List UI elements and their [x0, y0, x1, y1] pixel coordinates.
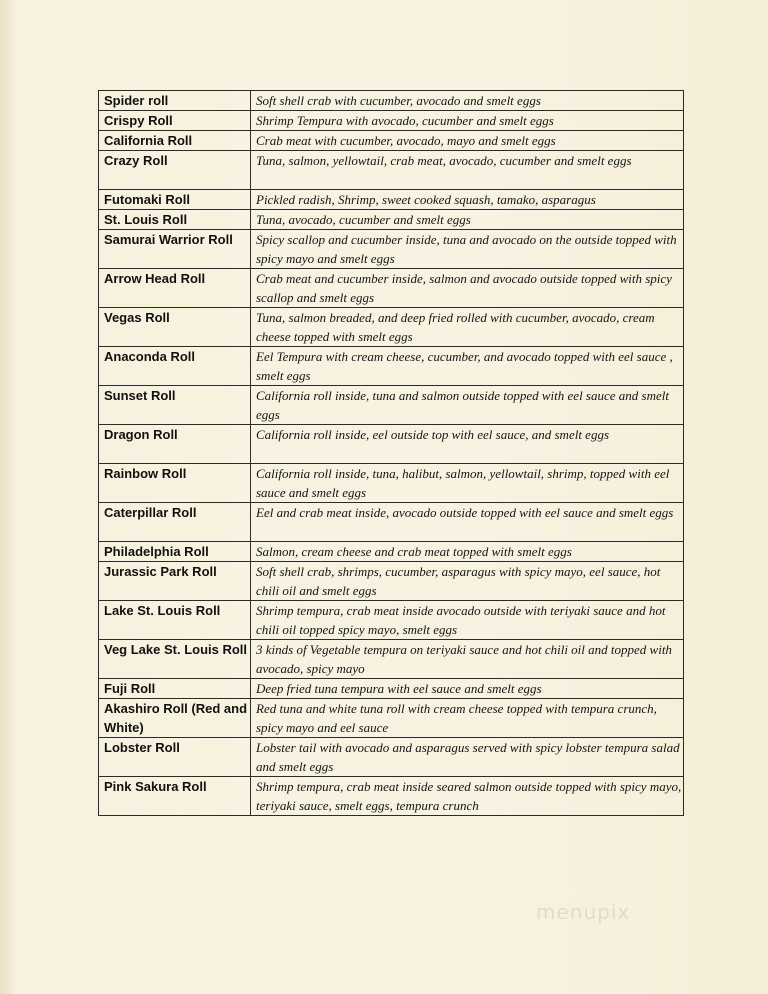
table-row — [99, 777, 684, 816]
table-row — [99, 210, 684, 230]
table-row — [99, 738, 684, 777]
roll-name: Spider roll — [99, 91, 251, 111]
roll-description: California roll inside, tuna, halibut, salmon, yellowtail, shrimp, topped with eel sauce and smelt eggs — [251, 464, 684, 503]
roll-description: Soft shell crab, shrimps, cucumber, asparagus with spicy mayo, eel sauce, hot chili oil and smelt eggs — [251, 562, 684, 601]
roll-description: Crab meat with cucumber, avocado, mayo and smelt eggs — [251, 131, 684, 151]
roll-description: Soft shell crab with cucumber, avocado and smelt eggs — [251, 91, 684, 111]
roll-description: Spicy scallop and cucumber inside, tuna and avocado on the outside topped with spicy mayo and smelt eggs — [251, 230, 684, 269]
table-row — [99, 542, 684, 562]
roll-description: Salmon, cream cheese and crab meat topped with smelt eggs — [251, 542, 684, 562]
roll-description: Pickled radish, Shrimp, sweet cooked squash, tamako, asparagus — [251, 190, 684, 210]
roll-name: Vegas Roll — [99, 308, 251, 347]
table-row — [99, 190, 684, 210]
roll-description: Tuna, salmon breaded, and deep fried rolled with cucumber, avocado, cream cheese topped with smelt eggs — [251, 308, 684, 347]
table-row — [99, 601, 684, 640]
roll-description: Shrimp tempura, crab meat inside seared salmon outside topped with spicy mayo, teriyaki sauce, smelt eggs, tempura crunch — [251, 777, 684, 816]
roll-name: California Roll — [99, 131, 251, 151]
roll-description: Eel and crab meat inside, avocado outside topped with eel sauce and smelt eggs — [251, 503, 684, 542]
roll-name: Lake St. Louis Roll — [99, 601, 251, 640]
table-row — [99, 111, 684, 131]
page-edge-shadow — [0, 0, 14, 994]
table-row — [99, 699, 684, 738]
table-row — [99, 386, 684, 425]
table-row — [99, 562, 684, 601]
roll-name: Futomaki Roll — [99, 190, 251, 210]
roll-description: Eel Tempura with cream cheese, cucumber, and avocado topped with eel sauce , smelt eggs — [251, 347, 684, 386]
table-row — [99, 640, 684, 679]
roll-name: Jurassic Park Roll — [99, 562, 251, 601]
table-row — [99, 679, 684, 699]
roll-name: Fuji Roll — [99, 679, 251, 699]
roll-name: Crispy Roll — [99, 111, 251, 131]
roll-description: Deep fried tuna tempura with eel sauce and smelt eggs — [251, 679, 684, 699]
roll-description: California roll inside, tuna and salmon outside topped with eel sauce and smelt eggs — [251, 386, 684, 425]
table-row — [99, 151, 684, 190]
roll-name: Akashiro Roll (Red and White) — [99, 699, 251, 738]
menupix-watermark: menupix — [536, 900, 631, 924]
roll-name: Veg Lake St. Louis Roll — [99, 640, 251, 679]
roll-name: Anaconda Roll — [99, 347, 251, 386]
roll-description: Lobster tail with avocado and asparagus served with spicy lobster tempura salad and smelt eggs — [251, 738, 684, 777]
roll-name: Samurai Warrior Roll — [99, 230, 251, 269]
roll-description: Tuna, salmon, yellowtail, crab meat, avocado, cucumber and smelt eggs — [251, 151, 684, 190]
roll-description: 3 kinds of Vegetable tempura on teriyaki sauce and hot chili oil and topped with avocado, spicy mayo — [251, 640, 684, 679]
roll-name: St. Louis Roll — [99, 210, 251, 230]
roll-name: Caterpillar Roll — [99, 503, 251, 542]
table-row — [99, 308, 684, 347]
sushi-roll-menu-table — [98, 90, 684, 816]
table-row — [99, 503, 684, 542]
roll-description: Crab meat and cucumber inside, salmon and avocado outside topped with spicy scallop and smelt eggs — [251, 269, 684, 308]
table-row — [99, 91, 684, 111]
roll-name: Philadelphia Roll — [99, 542, 251, 562]
table-row — [99, 347, 684, 386]
roll-name: Lobster Roll — [99, 738, 251, 777]
table-row — [99, 269, 684, 308]
roll-name: Crazy Roll — [99, 151, 251, 190]
table-row — [99, 131, 684, 151]
roll-description: California roll inside, eel outside top with eel sauce, and smelt eggs — [251, 425, 684, 464]
roll-description: Shrimp tempura, crab meat inside avocado outside with teriyaki sauce and hot chili oil topped spicy mayo, smelt eggs — [251, 601, 684, 640]
roll-description: Tuna, avocado, cucumber and smelt eggs — [251, 210, 684, 230]
roll-name: Rainbow Roll — [99, 464, 251, 503]
roll-name: Arrow Head Roll — [99, 269, 251, 308]
roll-description: Red tuna and white tuna roll with cream cheese topped with tempura crunch, spicy mayo and eel sauce — [251, 699, 684, 738]
roll-description: Shrimp Tempura with avocado, cucumber and smelt eggs — [251, 111, 684, 131]
roll-name: Dragon Roll — [99, 425, 251, 464]
table-row — [99, 230, 684, 269]
roll-name: Sunset Roll — [99, 386, 251, 425]
roll-name: Pink Sakura Roll — [99, 777, 251, 816]
table-row — [99, 425, 684, 464]
table-row — [99, 464, 684, 503]
